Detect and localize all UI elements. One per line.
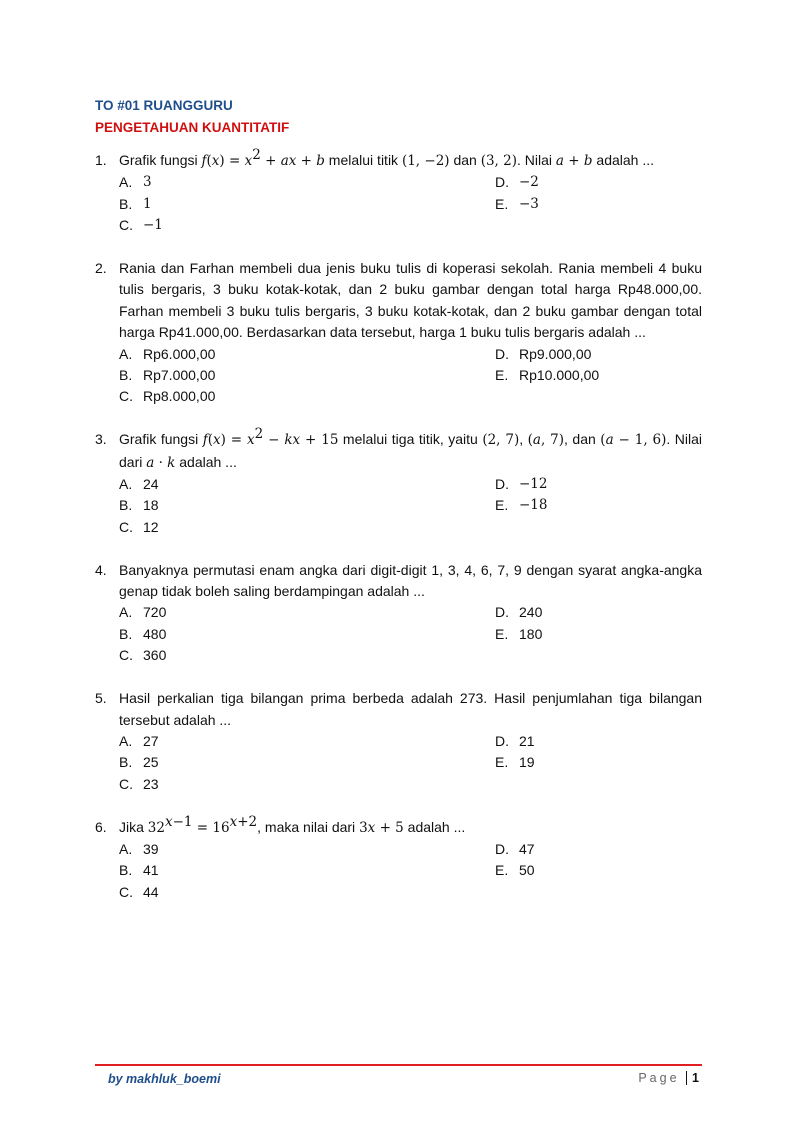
option-value: 50	[519, 862, 535, 879]
option-value: −3	[519, 195, 539, 212]
question-number: 2.	[95, 260, 107, 277]
question-number: 3.	[95, 431, 107, 448]
option-value: 180	[519, 625, 543, 642]
option-label: A.	[119, 476, 133, 493]
option-label: B.	[119, 625, 133, 642]
question-number: 5.	[95, 690, 107, 707]
option-label: E.	[495, 862, 509, 879]
option-label: A.	[119, 840, 133, 857]
option-label: E.	[495, 367, 509, 384]
option-value: 3	[143, 174, 152, 191]
answer-option	[495, 624, 695, 645]
answer-option	[495, 172, 695, 193]
answer-option	[119, 602, 495, 623]
option-label: C.	[119, 217, 133, 234]
answer-option	[119, 839, 495, 860]
document-subtitle: PENGETAHUAN KUANTITATIF	[95, 120, 290, 135]
option-label: C.	[119, 775, 133, 792]
answer-option	[495, 495, 695, 516]
option-label: C.	[119, 647, 133, 664]
option-label: C.	[119, 388, 133, 405]
answer-option	[495, 474, 695, 495]
answer-option	[119, 474, 495, 495]
option-value: −2	[519, 174, 539, 191]
option-label: B.	[119, 195, 133, 212]
question-item	[95, 147, 702, 237]
option-value: 41	[143, 862, 159, 879]
question-item	[95, 813, 702, 904]
question-item	[95, 426, 702, 538]
answer-options	[119, 602, 702, 666]
option-label: A.	[119, 174, 133, 191]
option-label: D.	[495, 732, 509, 749]
answer-option	[495, 731, 695, 752]
question-text: Banyaknya permutasi enam angka dari digit-digit 1, 3, 4, 6, 7, 9 dengan syarat angka-angka genap tidak boleh saling berdampingan adalah ...	[119, 561, 702, 600]
answer-option	[495, 860, 695, 881]
option-value: Rp10.000,00	[519, 367, 600, 384]
answer-option	[119, 365, 495, 386]
question-text: Grafik fungsi $f(x) = x^2$ − kx + 15 melalui tiga titik, yaitu (2, 7), (a, 7), dan (a − 1, 6). Nilai dari a · k adalah ...	[119, 426, 702, 471]
question-row	[95, 426, 702, 474]
footer-page-indicator	[638, 1071, 699, 1085]
option-value: Rp7.000,00	[143, 367, 216, 384]
option-label: B.	[119, 497, 133, 514]
option-value: 27	[143, 732, 159, 749]
option-label: C.	[119, 883, 133, 900]
answer-option	[495, 194, 695, 215]
answer-option	[119, 882, 495, 903]
option-value: 47	[519, 840, 535, 857]
answer-options	[119, 344, 702, 408]
answer-option	[119, 344, 495, 365]
answer-option	[119, 194, 495, 215]
question-row	[95, 813, 702, 839]
footer-page-separator	[686, 1071, 688, 1085]
option-label: B.	[119, 754, 133, 771]
footer-divider	[95, 1064, 702, 1066]
answer-options	[119, 839, 702, 903]
option-value: −18	[519, 497, 548, 514]
option-value: 480	[143, 625, 167, 642]
option-label: A.	[119, 732, 133, 749]
option-value: 18	[143, 497, 159, 514]
option-label: E.	[495, 195, 509, 212]
option-label: E.	[495, 754, 509, 771]
answer-option	[495, 344, 695, 365]
option-value: 39	[143, 840, 159, 857]
question-row	[95, 688, 702, 731]
option-label: E.	[495, 625, 509, 642]
option-value: 360	[143, 647, 167, 664]
option-value: 23	[143, 775, 159, 792]
option-value: Rp8.000,00	[143, 388, 216, 405]
answer-option	[119, 731, 495, 752]
question-row	[95, 147, 702, 172]
question-item	[95, 688, 702, 795]
option-label: A.	[119, 345, 133, 362]
option-label: C.	[119, 518, 133, 535]
question-number: 6.	[95, 818, 107, 835]
option-label: D.	[495, 476, 509, 493]
option-label: D.	[495, 840, 509, 857]
answer-option	[495, 602, 695, 623]
option-label: D.	[495, 174, 509, 191]
option-label: E.	[495, 497, 509, 514]
answer-option	[495, 839, 695, 860]
question-text: Rania dan Farhan membeli dua jenis buku tulis di koperasi sekolah. Rania membeli 4 buku tulis bergaris, 3 buku kotak-kotak, dan 2 buku gambar dengan total harga Rp48.000,00. Farhan membeli 3 buku tulis bergaris, 3 buku kotak-kotak, dan 2 buku gambar dengan total harga Rp41.000,00. Berdasarkan data tersebut, harga 1 buku tulis bergaris adalah ...	[119, 260, 702, 341]
question-row	[95, 560, 702, 603]
option-label: B.	[119, 367, 133, 384]
option-value: −1	[143, 217, 163, 234]
answer-option	[119, 624, 495, 645]
option-label: D.	[495, 345, 509, 362]
question-item	[95, 560, 702, 667]
option-value: 12	[143, 518, 159, 535]
answer-options	[119, 474, 702, 538]
answer-options	[119, 172, 702, 236]
answer-option	[119, 215, 495, 236]
answer-option	[119, 752, 495, 773]
option-value: −12	[519, 476, 548, 493]
document-title: TO #01 RUANGGURU	[95, 98, 233, 113]
footer-page-label: Page	[638, 1071, 680, 1085]
option-value: 240	[519, 604, 543, 621]
answer-options	[119, 731, 702, 795]
option-value: 21	[519, 732, 535, 749]
option-value: 25	[143, 754, 159, 771]
option-value: 19	[519, 754, 535, 771]
question-item	[95, 258, 702, 408]
answer-option	[119, 517, 495, 538]
answer-option	[119, 774, 495, 795]
option-value: Rp6.000,00	[143, 345, 216, 362]
question-row	[95, 258, 702, 344]
answer-option	[119, 495, 495, 516]
option-label: B.	[119, 862, 133, 879]
answer-option	[495, 752, 695, 773]
question-text: Jika $32^{x-1} = 16^{x+2}$, maka nilai dari 3x + 5 adalah ...	[119, 813, 466, 836]
option-value: 24	[143, 476, 159, 493]
option-value: 720	[143, 604, 167, 621]
question-list	[95, 147, 702, 925]
option-label: A.	[119, 604, 133, 621]
option-value: 44	[143, 883, 159, 900]
option-value: 1	[143, 195, 152, 212]
option-label: D.	[495, 604, 509, 621]
answer-option	[495, 365, 695, 386]
question-number: 4.	[95, 561, 107, 578]
answer-option	[119, 645, 495, 666]
option-value: Rp9.000,00	[519, 345, 592, 362]
footer-author: by makhluk_boemi	[108, 1072, 221, 1086]
question-text: Grafik fungsi $f(x) = x^2$ + ax + b melalui titik (1, −2) dan (3, 2). Nilai a + b adalah ...	[119, 147, 655, 169]
question-number: 1.	[95, 152, 107, 168]
question-text: Hasil perkalian tiga bilangan prima berbeda adalah 273. Hasil penjumlahan tiga bilangan tersebut adalah ...	[119, 690, 702, 728]
answer-option	[119, 860, 495, 881]
footer-page-number: 1	[692, 1071, 699, 1085]
answer-option	[119, 386, 495, 407]
answer-option	[119, 172, 495, 193]
